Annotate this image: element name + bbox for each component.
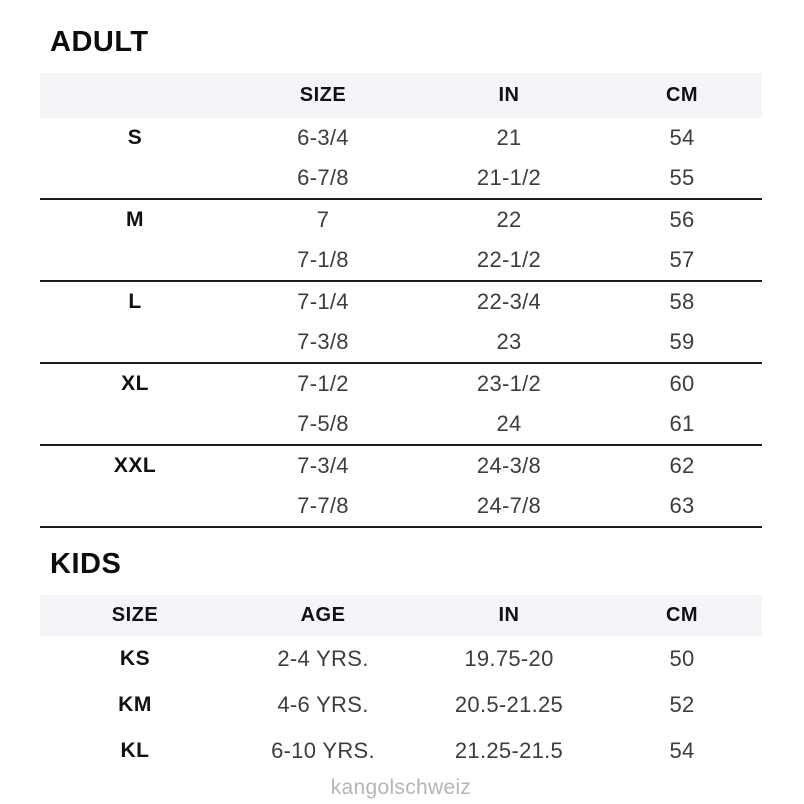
inches-cell: 21-1/2 [476, 165, 542, 190]
size-label-cell: M [126, 208, 144, 231]
inches-cell: 23 [496, 329, 522, 354]
adult-size-table [40, 73, 762, 528]
cm-cell: 50 [669, 646, 695, 671]
hat-size-cell: 7-3/4 [297, 453, 349, 478]
cm-cell: 55 [669, 165, 695, 190]
age-cell: 2-4 YRS. [277, 646, 369, 671]
inches-cell: 24 [496, 411, 522, 436]
hat-size-cell: 6-3/4 [297, 125, 349, 150]
cm-cell: 54 [669, 125, 695, 150]
table-row [40, 446, 762, 486]
table-row [40, 240, 762, 280]
hat-size-cell: 6-7/8 [297, 165, 349, 190]
kids-table-header [40, 595, 762, 636]
size-label-cell: XXL [113, 454, 157, 477]
inches-cell: 22-1/2 [476, 247, 542, 272]
inches-cell: 24-7/8 [476, 493, 542, 518]
table-row [40, 728, 762, 774]
adult-size-group-xxl [40, 446, 762, 528]
cm-cell: 62 [669, 453, 695, 478]
size-label-cell: KL [120, 739, 150, 762]
hat-size-cell: 7-1/2 [297, 371, 349, 396]
hat-size-cell: 7-1/8 [297, 247, 349, 272]
table-row [40, 636, 762, 682]
inches-cell: 22-3/4 [476, 289, 542, 314]
adult-header-cell-size: SIZE [299, 84, 347, 106]
hat-size-cell: 7-1/4 [297, 289, 349, 314]
inches-cell: 24-3/8 [476, 453, 542, 478]
cm-cell: 61 [669, 411, 695, 436]
inches-cell: 19.75-20 [464, 646, 554, 671]
cm-cell: 57 [669, 247, 695, 272]
kids-header-cell-cm: CM [665, 604, 699, 626]
brand-watermark: kangolschweiz [330, 776, 472, 799]
hat-size-cell: 7-3/8 [297, 329, 349, 354]
cm-cell: 54 [669, 738, 695, 763]
kids-header-cell-size: SIZE [111, 604, 159, 626]
size-label-cell: KS [119, 647, 151, 670]
adult-header-cell-in: IN [498, 84, 520, 106]
inches-cell: 20.5-21.25 [454, 692, 564, 717]
table-row [40, 200, 762, 240]
inches-cell: 21.25-21.5 [454, 738, 564, 763]
table-row [40, 364, 762, 404]
table-row [40, 118, 762, 158]
cm-cell: 58 [669, 289, 695, 314]
adult-header-cell-cm: CM [665, 84, 699, 106]
size-chart-page [40, 28, 762, 800]
adult-size-group-xl [40, 364, 762, 446]
table-row [40, 486, 762, 526]
adult-size-group-m [40, 200, 762, 282]
size-label-cell: S [127, 126, 143, 149]
size-label-cell: XL [121, 372, 149, 395]
table-row [40, 322, 762, 362]
kids-section-title: KIDS [50, 548, 122, 580]
inches-cell: 23-1/2 [476, 371, 542, 396]
table-row [40, 682, 762, 728]
hat-size-cell: 7-5/8 [297, 411, 349, 436]
kids-header-cell-age: AGE [300, 604, 346, 626]
table-row [40, 158, 762, 198]
table-row [40, 282, 762, 322]
kids-header-cell-in: IN [498, 604, 520, 626]
adult-size-group-s [40, 118, 762, 200]
adult-table-header [40, 73, 762, 118]
cm-cell: 52 [669, 692, 695, 717]
adult-size-group-l [40, 282, 762, 364]
adult-section-title: ADULT [50, 26, 149, 58]
age-cell: 4-6 YRS. [277, 692, 369, 717]
cm-cell: 63 [669, 493, 695, 518]
kids-size-table [40, 595, 762, 774]
inches-cell: 21 [496, 125, 522, 150]
cm-cell: 60 [669, 371, 695, 396]
table-row [40, 404, 762, 444]
size-label-cell: KM [118, 693, 152, 716]
size-label-cell: L [128, 290, 142, 313]
cm-cell: 56 [669, 207, 695, 232]
hat-size-cell: 7 [316, 207, 330, 232]
cm-cell: 59 [669, 329, 695, 354]
hat-size-cell: 7-7/8 [297, 493, 349, 518]
inches-cell: 22 [496, 207, 522, 232]
age-cell: 6-10 YRS. [271, 738, 375, 763]
